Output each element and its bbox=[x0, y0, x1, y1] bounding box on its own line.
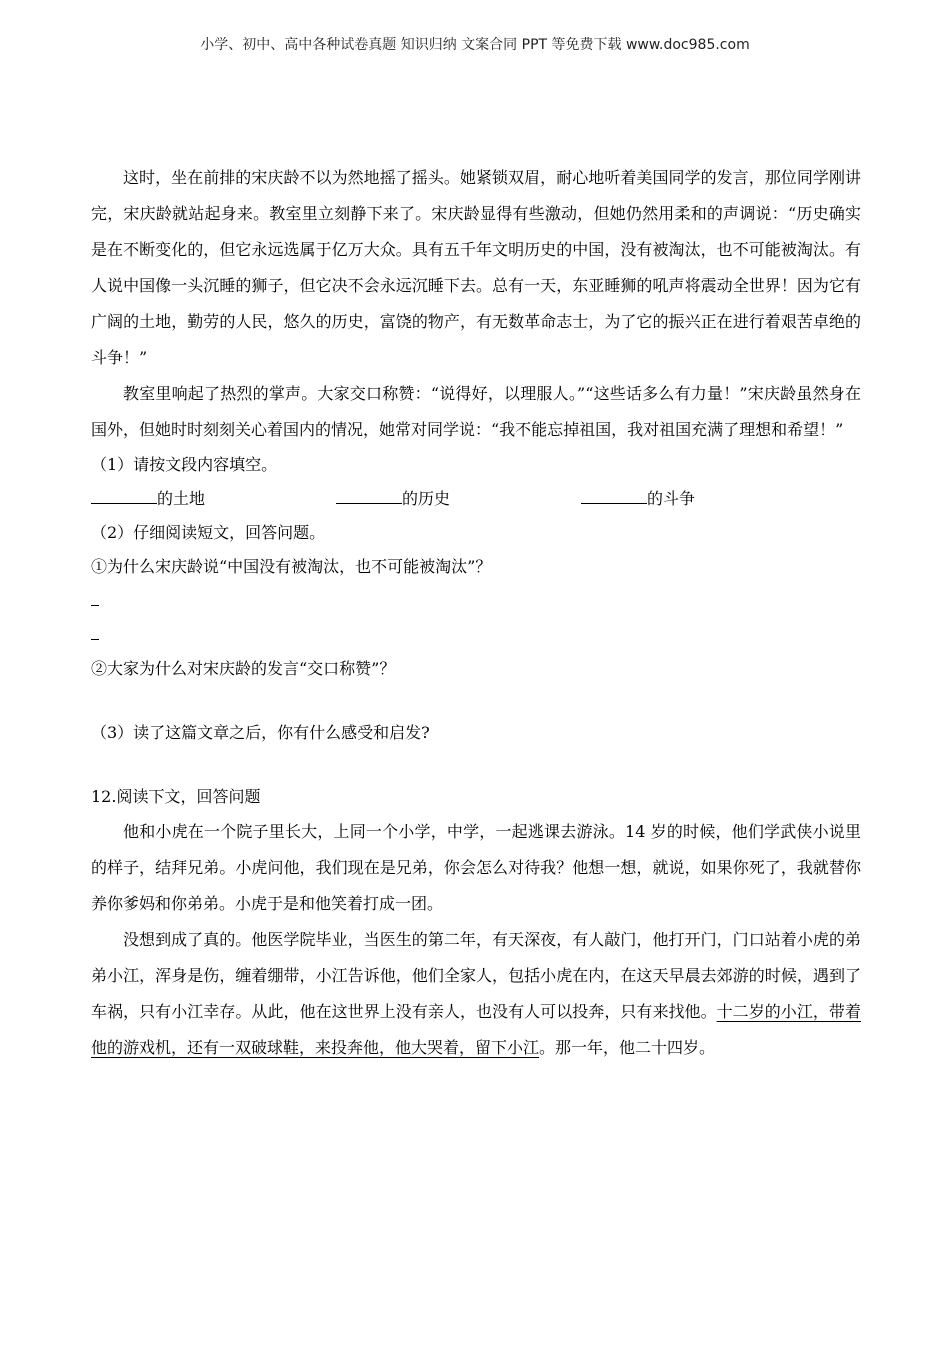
blank-line bbox=[91, 489, 157, 504]
document-body bbox=[91, 160, 861, 1066]
page-header: 小学、初中、高中各种试卷真题 知识归纳 文案合同 PPT 等免费下载 www.doc985.com bbox=[200, 37, 750, 53]
question-2b: ②大家为什么对宋庆龄的发言“交口称赞”？ bbox=[91, 659, 396, 678]
underlined-sentence: 十二岁的小江，带着他的游戏机，还有一双破球鞋，来投奔他，他大哭着，留下小江 bbox=[91, 1002, 861, 1057]
question-2a: ①为什么宋庆龄说“中国没有被淘汰，也不可能被淘汰”？ bbox=[91, 557, 492, 576]
blank-suffix: 的土地 bbox=[157, 489, 206, 508]
fill-blank-3[interactable] bbox=[581, 482, 826, 516]
blank-suffix: 的历史 bbox=[402, 489, 451, 508]
fill-blank-row bbox=[91, 482, 861, 516]
fill-blank-1[interactable] bbox=[91, 482, 336, 516]
passage1-paragraph1: 这时，坐在前排的宋庆龄不以为然地摇了摇头。她紧锁双眉，耐心地听着美国同学的发言，那位同学刚讲完，宋庆龄就站起身来。教室里立刻静下来了。宋庆龄显得有些激动，但她仍然用柔和的声调说：“历史确实是在不断变化的，但它永远选属于亿万大众。具有五千年文明历史的中国，没有被淘汰，也不可能被淘汰。有人说中国像一头沉睡的狮子，但它决不会永远沉睡下去。总有一天，东亚睡狮的吼声将震动全世界！因为它有广阔的土地，勤劳的人民，悠久的历史，富饶的物产，有无数革命志士，为了它的振兴正在进行着艰苦卓绝的斗争！” bbox=[91, 168, 861, 367]
answer-line-2[interactable] bbox=[91, 618, 861, 652]
spacer bbox=[91, 686, 861, 716]
answer-dash bbox=[91, 591, 99, 606]
spacer bbox=[91, 750, 861, 780]
question-1: （1）请按文段内容填空。 bbox=[91, 455, 278, 474]
fill-blank-2[interactable] bbox=[336, 482, 581, 516]
passage2-p2-start: 没想到成了真的。他医学院毕业，当医生的第二年，有天深夜，有人敲门，他打开门，门口站着小虎的弟弟小江，浑身是伤，缠着绷带，小江告诉他，他们全家人，包括小虎在内，在这天早晨去郊游的时候，遇到了车祸，只有小江幸存。从此，他在这世界上没有亲人，也没有人可以投奔，只有来找他。 bbox=[91, 930, 861, 1021]
passage1-paragraph2: 教室里响起了热烈的掌声。大家交口称赞：“说得好，以理服人。”“这些话多么有力量！”宋庆龄虽然身在国外，但她时时刻刻关心着国内的情况，她常对同学说：“我不能忘掉祖国，我对祖国充满了理想和希望！” bbox=[91, 384, 861, 439]
passage2-title: 12.阅读下文，回答问题 bbox=[91, 787, 261, 806]
passage2-paragraph1: 他和小虎在一个院子里长大，上同一个小学，中学，一起逃课去游泳。14 岁的时候，他们学武侠小说里的样子，结拜兄弟。小虎问他，我们现在是兄弟，你会怎么对待我？他想一想，就说，如果你死了，我就替你养你爹妈和你弟弟。小虎于是和他笑着打成一团。 bbox=[91, 822, 861, 913]
answer-dash bbox=[91, 625, 99, 640]
passage2-p2-end: 。那一年，他二十四岁。 bbox=[539, 1038, 716, 1057]
blank-line bbox=[336, 489, 402, 504]
question-3: （3）读了这篇文章之后，你有什么感受和启发? bbox=[91, 723, 430, 742]
answer-line-1[interactable] bbox=[91, 584, 861, 618]
blank-suffix: 的斗争 bbox=[647, 489, 696, 508]
passage2-paragraph2 bbox=[91, 922, 861, 1066]
question-2: （2）仔细阅读短文，回答问题。 bbox=[91, 523, 326, 542]
blank-line bbox=[581, 489, 647, 504]
